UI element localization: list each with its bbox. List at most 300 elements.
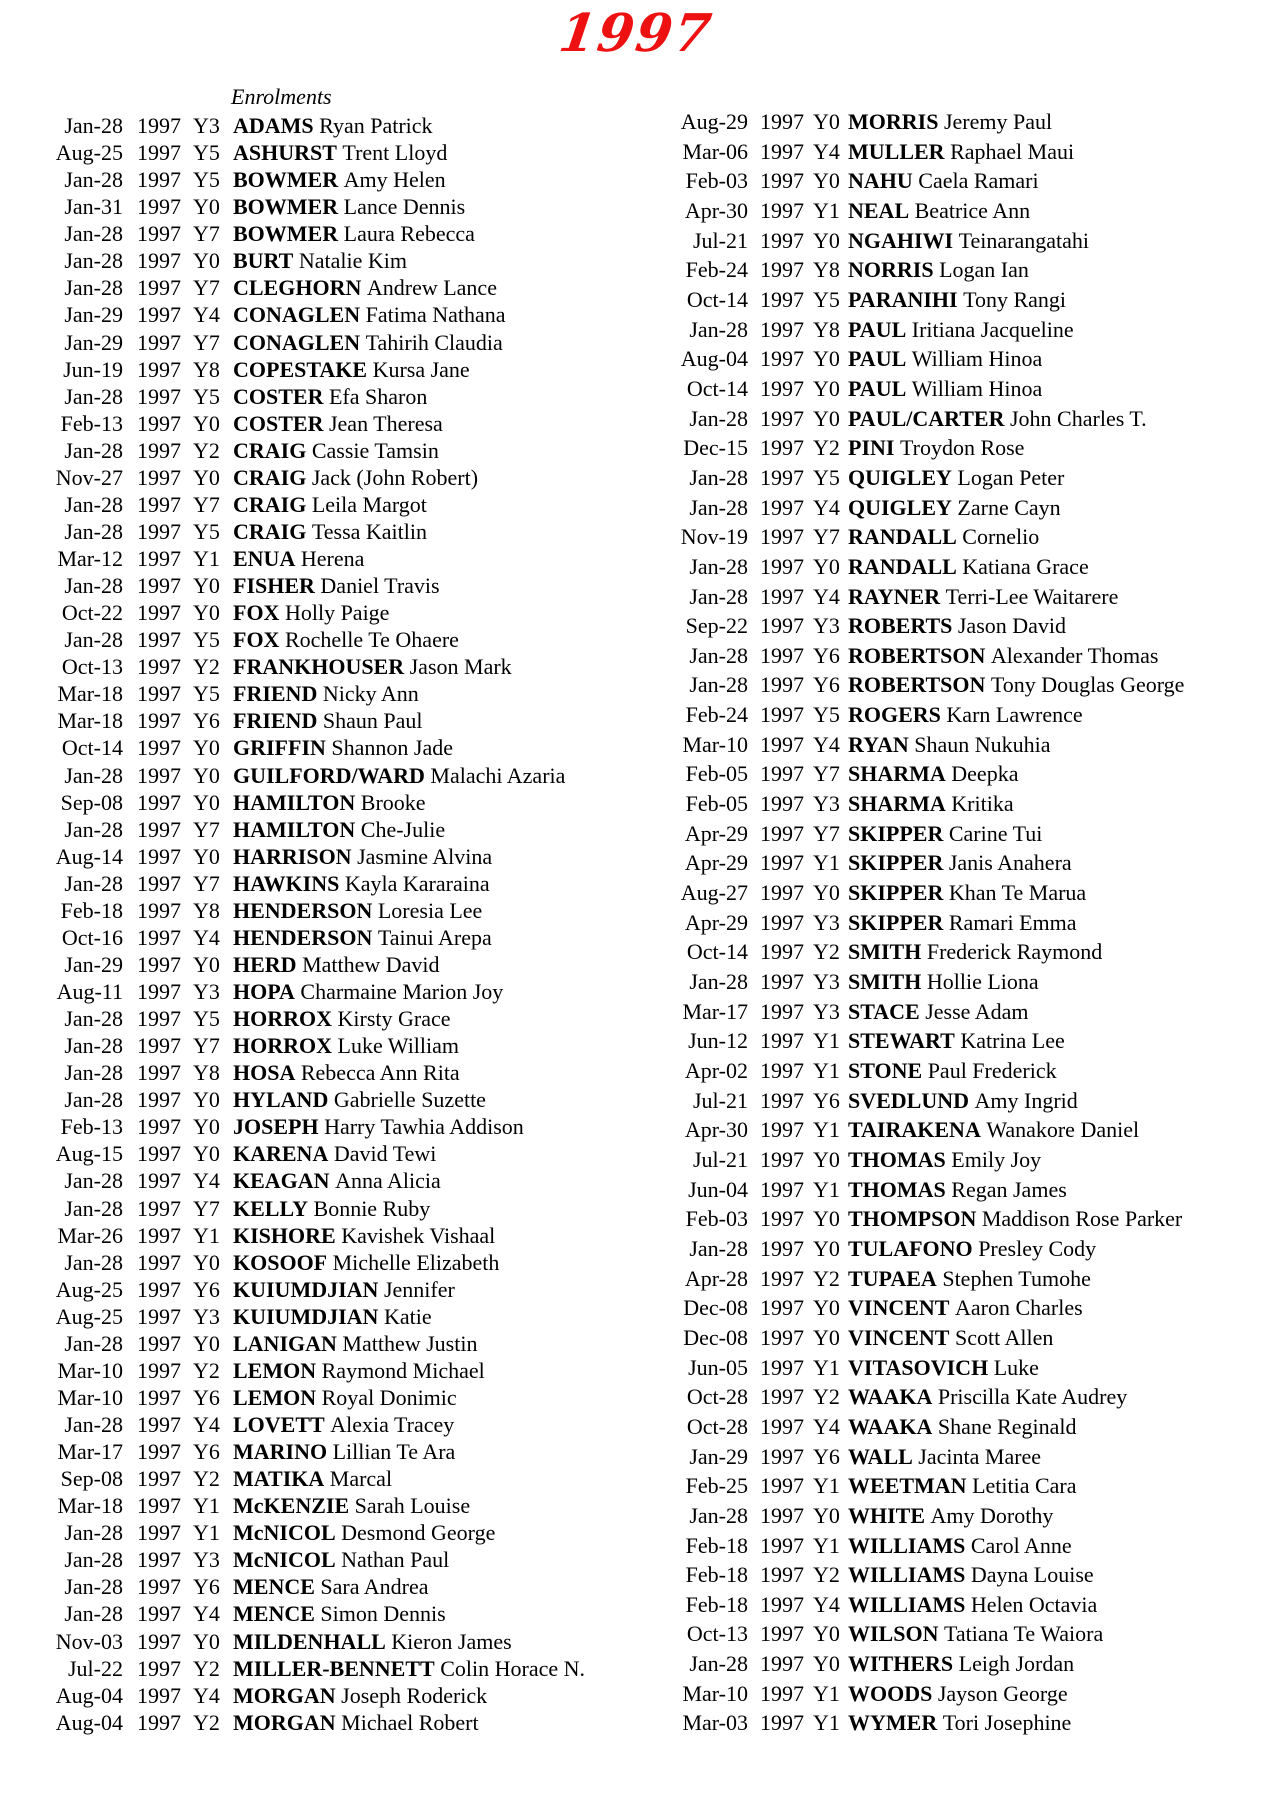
student-surname: MORGAN — [233, 1709, 336, 1735]
enrolment-row — [680, 374, 1184, 404]
year-level: Y2 — [813, 939, 840, 965]
year-level: Y3 — [193, 1303, 220, 1329]
enrolment-year: 1997 — [760, 168, 804, 194]
year-level: Y6 — [193, 708, 220, 734]
enrolment-row — [680, 1293, 1184, 1323]
enrolment-date: Jan-28 — [64, 383, 123, 409]
year-level: Y1 — [193, 1222, 220, 1248]
enrolment-date: Jan-28 — [64, 1574, 123, 1600]
student-name — [233, 1086, 486, 1113]
student-surname: GRIFFIN — [233, 735, 326, 761]
student-surname: WAAKA — [848, 1384, 933, 1410]
year-level: Y0 — [193, 194, 220, 220]
year-level: Y6 — [193, 1574, 220, 1600]
student-surname: HYLAND — [233, 1087, 329, 1113]
enrolment-year: 1997 — [137, 870, 181, 896]
enrolment-year: 1997 — [760, 1651, 804, 1677]
enrolment-date: Mar-18 — [57, 708, 123, 734]
enrolment-year: 1997 — [137, 1060, 181, 1086]
student-name — [233, 410, 443, 437]
enrolment-year: 1997 — [137, 491, 181, 517]
enrolment-row — [680, 1323, 1184, 1353]
enrolment-year: 1997 — [137, 437, 181, 463]
enrolment-year: 1997 — [137, 113, 181, 138]
enrolment-year: 1997 — [760, 1562, 804, 1588]
student-surname: HORROX — [233, 1006, 332, 1032]
enrolment-date: Jan-28 — [64, 518, 123, 544]
student-name — [848, 404, 1147, 434]
enrolment-row — [40, 1465, 585, 1492]
student-given-names: Natalie Kim — [298, 248, 407, 274]
enrolment-row — [40, 843, 585, 870]
student-name — [848, 730, 1051, 760]
enrolment-row — [680, 582, 1184, 612]
student-given-names: Jayson George — [937, 1680, 1068, 1706]
student-name — [848, 1204, 1182, 1234]
year-level: Y3 — [193, 979, 220, 1004]
enrolment-date: Mar-26 — [57, 1222, 123, 1248]
enrolment-date: Oct-14 — [61, 735, 123, 761]
enrolment-row — [680, 255, 1184, 285]
year-level: Y3 — [813, 791, 840, 817]
enrolment-date: Apr-29 — [684, 909, 748, 935]
student-surname: HENDERSON — [233, 897, 373, 923]
enrolment-row — [680, 1115, 1184, 1145]
enrolment-row — [680, 315, 1184, 345]
year-level: Y0 — [813, 553, 840, 579]
enrolment-year: 1997 — [137, 356, 181, 382]
student-surname: PARANIHI — [848, 286, 958, 312]
enrolment-year: 1997 — [137, 1303, 181, 1329]
student-surname: KELLY — [233, 1195, 309, 1221]
student-name — [848, 1115, 1139, 1145]
student-name — [233, 1113, 524, 1140]
student-given-names: Jennifer — [383, 1276, 455, 1302]
student-surname: SVEDLUND — [848, 1087, 970, 1113]
year-level: Y2 — [813, 1562, 840, 1588]
enrolment-year: 1997 — [137, 843, 181, 869]
enrolment-year: 1997 — [137, 410, 181, 436]
enrolment-date: Jun-12 — [688, 1028, 748, 1054]
student-given-names: Bonnie Ruby — [313, 1195, 431, 1221]
enrolment-row — [680, 848, 1184, 878]
enrolment-row — [40, 599, 585, 626]
enrolment-year: 1997 — [137, 897, 181, 923]
year-level: Y0 — [193, 573, 220, 599]
enrolment-year: 1997 — [137, 221, 181, 247]
student-surname: KUIUMDJIAN — [233, 1303, 379, 1329]
year-level: Y4 — [193, 1601, 220, 1627]
student-given-names: Laura Rebecca — [343, 221, 475, 247]
enrolment-row — [680, 908, 1184, 938]
student-surname: VINCENT — [848, 1324, 950, 1350]
enrolment-row — [40, 274, 585, 301]
student-surname: NORRIS — [848, 257, 934, 283]
enrolment-row — [40, 356, 585, 383]
enrolment-year: 1997 — [760, 1117, 804, 1143]
enrolment-date: Aug-14 — [55, 843, 123, 869]
year-level: Y5 — [193, 167, 220, 193]
student-given-names: Michelle Elizabeth — [332, 1249, 500, 1275]
enrolment-date: Jan-28 — [64, 167, 123, 193]
enrolment-row — [40, 816, 585, 843]
year-level: Y7 — [193, 1033, 220, 1059]
year-level: Y5 — [193, 383, 220, 409]
year-level: Y0 — [193, 410, 220, 436]
student-given-names: Maddison Rose Parker — [981, 1206, 1183, 1232]
year-level: Y8 — [813, 257, 840, 283]
year-level: Y4 — [193, 1412, 220, 1437]
enrolment-row — [40, 193, 585, 220]
enrolment-year: 1997 — [137, 248, 181, 274]
student-surname: KEAGAN — [233, 1168, 330, 1194]
student-given-names: Zarne Cayn — [957, 494, 1061, 520]
student-name — [848, 1026, 1065, 1056]
year-level: Y6 — [813, 672, 840, 698]
year-level: Y0 — [813, 405, 840, 431]
student-surname: THOMAS — [848, 1176, 946, 1202]
year-level: Y1 — [813, 1117, 840, 1143]
student-name — [848, 374, 1042, 404]
student-name — [233, 897, 482, 924]
year-level: Y0 — [813, 1295, 840, 1321]
enrolment-date: Jan-28 — [689, 464, 748, 490]
year-level: Y0 — [193, 1628, 220, 1654]
student-name — [233, 545, 364, 572]
student-given-names: Deepka — [951, 761, 1019, 787]
year-level: Y0 — [813, 1502, 840, 1528]
enrolment-date: Aug-25 — [55, 1303, 123, 1329]
enrolment-row — [40, 626, 585, 653]
enrolment-year: 1997 — [137, 600, 181, 626]
year-level: Y8 — [193, 356, 220, 382]
student-surname: LEMON — [233, 1357, 317, 1383]
enrolment-year: 1997 — [760, 1443, 804, 1469]
student-surname: CONAGLEN — [233, 329, 361, 355]
student-surname: FRANKHOUSER — [233, 654, 405, 680]
enrolment-year: 1997 — [760, 820, 804, 846]
enrolment-year: 1997 — [137, 627, 181, 653]
enrolment-row — [40, 924, 585, 951]
student-name — [233, 1709, 479, 1736]
enrolment-date: Jan-28 — [689, 316, 748, 342]
student-surname: THOMPSON — [848, 1206, 977, 1232]
enrolment-row — [680, 196, 1184, 226]
year-level: Y6 — [193, 1276, 220, 1302]
student-given-names: Alexia Tracey — [330, 1412, 455, 1437]
student-given-names: Logan Ian — [939, 257, 1029, 283]
student-given-names: Emily Joy — [951, 1146, 1042, 1172]
enrolment-date: Jan-28 — [689, 405, 748, 431]
enrolment-row — [40, 1519, 585, 1546]
student-surname: LOVETT — [233, 1412, 325, 1437]
student-name — [848, 1323, 1053, 1353]
student-surname: WILLIAMS — [848, 1591, 966, 1617]
student-name — [848, 759, 1018, 789]
student-surname: MILDENHALL — [233, 1628, 386, 1654]
enrolment-date: Nov-19 — [680, 524, 748, 550]
student-surname: MATIKA — [233, 1466, 325, 1492]
student-surname: ROBERTS — [848, 613, 953, 639]
student-given-names: Brooke — [360, 789, 426, 815]
student-given-names: Tahirih Claudia — [365, 329, 503, 355]
student-name — [233, 247, 407, 274]
student-name — [233, 1438, 455, 1465]
year-level: Y6 — [193, 1384, 220, 1410]
enrolment-row — [680, 226, 1184, 256]
student-surname: KARENA — [233, 1141, 329, 1167]
enrolment-date: Oct-28 — [686, 1384, 748, 1410]
enrolment-row — [40, 1059, 585, 1086]
year-level: Y2 — [813, 1265, 840, 1291]
year-level: Y2 — [193, 1709, 220, 1735]
student-name — [233, 1059, 460, 1086]
year-level: Y5 — [193, 140, 220, 166]
student-given-names: Cassie Tamsin — [311, 437, 439, 463]
student-name — [233, 1384, 457, 1411]
enrolment-date: Aug-25 — [55, 1276, 123, 1302]
enrolment-year: 1997 — [137, 735, 181, 761]
student-given-names: Shaun Nukuhia — [914, 731, 1051, 757]
enrolment-year: 1997 — [137, 140, 181, 166]
student-given-names: Priscilla Kate Audrey — [937, 1384, 1128, 1410]
student-given-names: Kavishek Vishaal — [341, 1222, 496, 1248]
enrolment-year: 1997 — [760, 998, 804, 1024]
enrolment-column-right — [680, 107, 1184, 1738]
student-surname: HOSA — [233, 1060, 296, 1086]
student-name — [848, 1560, 1094, 1590]
enrolment-date: Jul-21 — [693, 227, 748, 253]
enrolment-date: Jan-28 — [64, 1033, 123, 1059]
enrolment-date: Jan-29 — [64, 951, 123, 977]
year-level: Y5 — [193, 1006, 220, 1032]
enrolment-row — [680, 789, 1184, 819]
student-name — [233, 1303, 432, 1330]
student-given-names: Janis Anahera — [948, 850, 1072, 876]
student-name — [233, 166, 446, 193]
enrolment-date: Dec-08 — [683, 1295, 748, 1321]
student-surname: TAIRAKENA — [848, 1117, 981, 1143]
enrolment-year: 1997 — [137, 1222, 181, 1248]
student-given-names: Jesse Adam — [925, 998, 1029, 1024]
year-level: Y1 — [813, 1532, 840, 1558]
enrolment-year: 1997 — [760, 227, 804, 253]
student-surname: COSTER — [233, 410, 324, 436]
student-name — [848, 433, 1024, 463]
enrolment-row — [40, 1086, 585, 1113]
student-surname: RANDALL — [848, 553, 957, 579]
enrolment-row — [680, 1264, 1184, 1294]
enrolment-row — [680, 493, 1184, 523]
enrolment-date: Feb-13 — [60, 1114, 123, 1140]
student-given-names: Raymond Michael — [321, 1357, 485, 1383]
student-surname: WILSON — [848, 1621, 939, 1647]
enrolment-date: Aug-27 — [680, 880, 748, 906]
student-surname: McKENZIE — [233, 1493, 350, 1519]
student-surname: QUIGLEY — [848, 494, 952, 520]
enrolment-row — [40, 572, 585, 599]
enrolment-year: 1997 — [760, 850, 804, 876]
student-given-names: John Charles T. — [1010, 405, 1147, 431]
enrolment-year: 1997 — [760, 375, 804, 401]
student-given-names: Jason Mark — [409, 654, 512, 680]
student-surname: WHITE — [848, 1502, 926, 1528]
student-name — [848, 1590, 1097, 1620]
enrolment-year: 1997 — [760, 1502, 804, 1528]
enrolment-row — [680, 404, 1184, 434]
student-surname: VITASOVICH — [848, 1354, 989, 1380]
student-surname: McNICOL — [233, 1547, 336, 1573]
student-given-names: Aaron Charles — [954, 1295, 1083, 1321]
enrolment-row — [680, 819, 1184, 849]
student-name — [848, 908, 1077, 938]
enrolment-date: Oct-16 — [61, 924, 123, 950]
enrolment-row — [40, 1303, 585, 1330]
student-name — [848, 1264, 1091, 1294]
student-name — [233, 1682, 487, 1709]
enrolment-date: Aug-04 — [680, 346, 748, 372]
enrolment-year: 1997 — [137, 1114, 181, 1140]
enrolment-year: 1997 — [137, 546, 181, 571]
enrolment-row — [40, 1167, 585, 1194]
student-given-names: Logan Peter — [957, 464, 1065, 490]
student-surname: SHARMA — [848, 791, 946, 817]
student-name — [848, 196, 1030, 226]
year-level: Y1 — [193, 1493, 220, 1519]
enrolment-year: 1997 — [137, 1709, 181, 1735]
student-surname: BURT — [233, 248, 294, 274]
student-name — [848, 878, 1086, 908]
student-surname: CRAIG — [233, 464, 307, 490]
enrolment-date: Jan-28 — [64, 1249, 123, 1275]
student-given-names: Loresia Lee — [377, 897, 483, 923]
student-name — [233, 1357, 485, 1384]
enrolment-row — [40, 1628, 585, 1655]
enrolment-year: 1997 — [760, 702, 804, 728]
student-given-names: Iritiana Jacqueline — [911, 316, 1074, 342]
student-name — [233, 1492, 470, 1519]
student-given-names: Paul Frederick — [927, 1058, 1057, 1083]
enrolment-row — [680, 1560, 1184, 1590]
student-name — [848, 997, 1029, 1027]
student-surname: NGAHIWI — [848, 227, 954, 253]
enrolment-row — [680, 1501, 1184, 1531]
student-given-names: Holly Paige — [284, 600, 390, 626]
enrolment-date: Jan-28 — [64, 870, 123, 896]
year-level: Y4 — [813, 494, 840, 520]
student-surname: PAUL — [848, 375, 907, 401]
enrolment-year: 1997 — [137, 518, 181, 544]
student-given-names: Frederick Raymond — [926, 939, 1103, 965]
year-level: Y4 — [813, 1591, 840, 1617]
enrolment-date: Mar-18 — [57, 1493, 123, 1519]
enrolment-year: 1997 — [137, 951, 181, 977]
student-surname: McNICOL — [233, 1520, 336, 1546]
student-given-names: Leigh Jordan — [958, 1651, 1075, 1677]
enrolment-row — [680, 1175, 1184, 1205]
student-given-names: Lillian Te Ara — [332, 1439, 456, 1465]
student-surname: SKIPPER — [848, 820, 944, 846]
student-given-names: Alexander Thomas — [990, 642, 1159, 668]
enrolment-date: Feb-18 — [685, 1591, 748, 1617]
enrolment-year: 1997 — [137, 708, 181, 734]
student-name — [233, 383, 427, 410]
enrolment-date: Jan-28 — [64, 491, 123, 517]
enrolment-year: 1997 — [760, 346, 804, 372]
student-name — [848, 1679, 1068, 1709]
enrolment-date: Jan-28 — [64, 1087, 123, 1113]
student-name — [233, 870, 490, 897]
year-level: Y7 — [813, 524, 840, 550]
student-given-names: Scott Allen — [954, 1324, 1054, 1350]
student-name — [848, 967, 1039, 997]
enrolment-date: Oct-14 — [686, 286, 748, 312]
enrolment-row — [40, 1330, 585, 1357]
enrolment-date: Jan-28 — [689, 553, 748, 579]
student-given-names: Regan James — [951, 1176, 1067, 1202]
student-surname: ASHURST — [233, 140, 337, 166]
enrolment-date: Oct-13 — [61, 654, 123, 680]
student-surname: SMITH — [848, 939, 922, 965]
enrolment-year: 1997 — [137, 681, 181, 707]
student-given-names: Jeremy Paul — [943, 109, 1053, 134]
year-level: Y0 — [193, 1114, 220, 1140]
enrolment-row — [40, 762, 585, 789]
enrolment-row — [680, 166, 1184, 196]
student-surname: WALL — [848, 1443, 913, 1469]
enrolment-row — [40, 1384, 585, 1411]
student-name — [848, 255, 1029, 285]
enrolment-year: 1997 — [760, 1384, 804, 1410]
student-given-names: Dayna Louise — [970, 1562, 1094, 1588]
year-level: Y7 — [193, 221, 220, 247]
enrolment-year: 1997 — [137, 383, 181, 409]
student-name — [233, 356, 470, 383]
enrolment-year: 1997 — [760, 1591, 804, 1617]
student-name — [233, 1546, 449, 1573]
student-name — [233, 1628, 512, 1655]
student-name — [848, 789, 1014, 819]
student-given-names: Ryan Patrick — [319, 113, 433, 138]
enrolment-year: 1997 — [760, 1621, 804, 1647]
enrolment-year: 1997 — [137, 1655, 181, 1681]
student-name — [848, 315, 1074, 345]
student-surname: PAUL/CARTER — [848, 405, 1005, 431]
enrolment-row — [680, 1708, 1184, 1738]
student-name — [233, 1655, 585, 1682]
student-name — [233, 274, 497, 301]
student-surname: MULLER — [848, 138, 945, 164]
year-level: Y7 — [813, 761, 840, 787]
year-level: Y4 — [813, 138, 840, 164]
year-level: Y7 — [813, 820, 840, 846]
year-level: Y0 — [813, 1651, 840, 1677]
enrolment-year: 1997 — [760, 405, 804, 431]
year-level: Y1 — [813, 1354, 840, 1380]
student-surname: STONE — [848, 1058, 923, 1083]
enrolment-date: Aug-11 — [56, 979, 123, 1004]
enrolment-year: 1997 — [760, 613, 804, 639]
enrolment-row — [40, 680, 585, 707]
enrolment-date: Jan-28 — [64, 1060, 123, 1086]
year-level: Y4 — [193, 302, 220, 328]
student-name — [233, 1411, 454, 1438]
year-level: Y0 — [813, 109, 840, 134]
student-surname: PAUL — [848, 346, 907, 372]
student-given-names: Kayla Kararaina — [344, 870, 490, 896]
enrolment-date: Jan-28 — [64, 113, 123, 138]
student-name — [848, 522, 1039, 552]
